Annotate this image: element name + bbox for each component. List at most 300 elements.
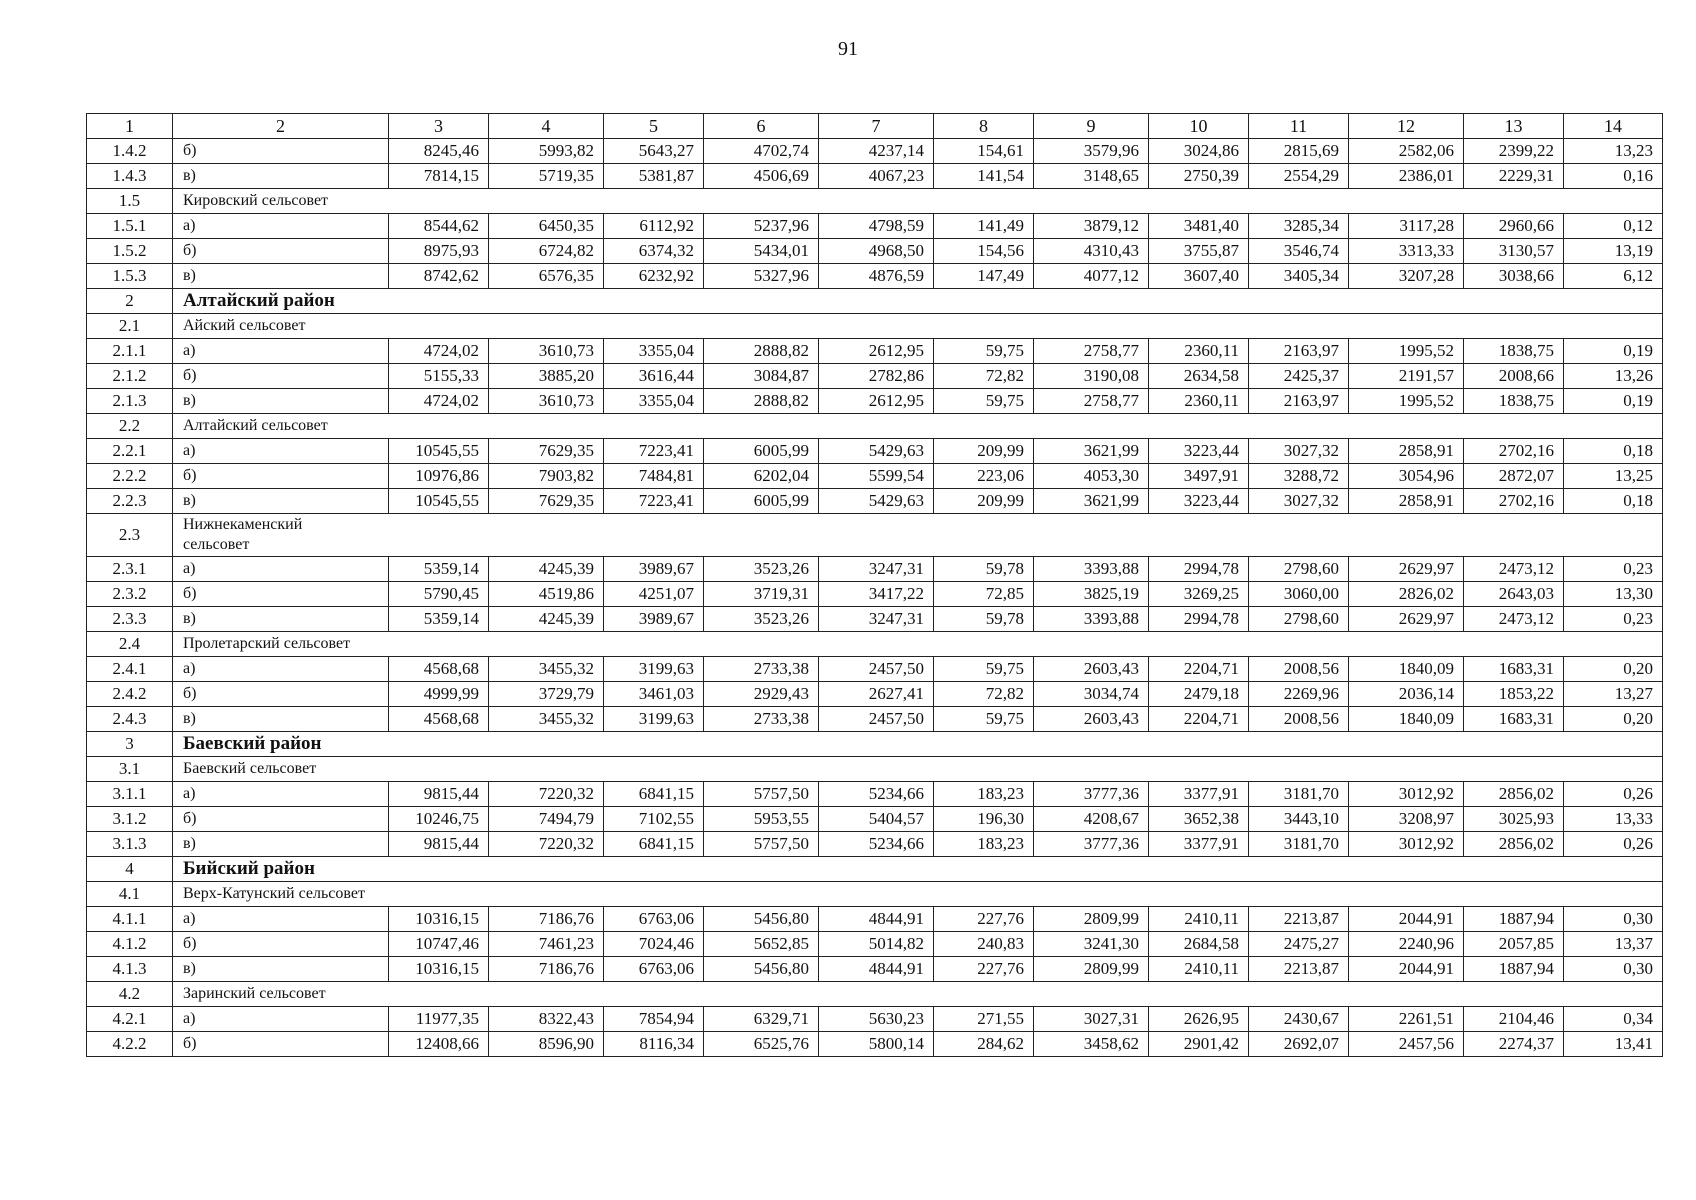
- value-cell: 59,78: [934, 557, 1034, 582]
- data-row: [87, 557, 1663, 582]
- value-cell: 2163,97: [1249, 389, 1349, 414]
- value-cell: 4798,59: [819, 214, 934, 239]
- value-cell: 2473,12: [1464, 557, 1564, 582]
- value-cell: 0,18: [1564, 489, 1663, 514]
- value-cell: 5643,27: [604, 139, 704, 164]
- value-cell: 2798,60: [1249, 607, 1349, 632]
- value-cell: 2627,41: [819, 682, 934, 707]
- value-cell: 59,78: [934, 607, 1034, 632]
- settlement-title: Баевский сельсовет: [173, 757, 1663, 782]
- row-code-cell: 1.5: [87, 189, 173, 214]
- settlement-title: Кировский сельсовет: [173, 189, 1663, 214]
- value-cell: 3130,57: [1464, 239, 1564, 264]
- value-cell: 13,26: [1564, 364, 1663, 389]
- district-row: [87, 857, 1663, 882]
- data-row: [87, 164, 1663, 189]
- section-row: [87, 757, 1663, 782]
- value-cell: 2360,11: [1149, 339, 1249, 364]
- value-cell: 72,85: [934, 582, 1034, 607]
- value-cell: 154,56: [934, 239, 1034, 264]
- row-label-cell: а): [173, 782, 389, 807]
- value-cell: 3054,96: [1349, 464, 1464, 489]
- column-number-cell: 7: [819, 114, 934, 139]
- value-cell: 5429,63: [819, 439, 934, 464]
- value-cell: 2044,91: [1349, 907, 1464, 932]
- value-cell: 6525,76: [704, 1032, 819, 1057]
- value-cell: 2425,37: [1249, 364, 1349, 389]
- value-cell: 3199,63: [604, 657, 704, 682]
- row-code-cell: 3.1: [87, 757, 173, 782]
- value-cell: 2634,58: [1149, 364, 1249, 389]
- value-cell: 7223,41: [604, 439, 704, 464]
- value-cell: 2603,43: [1034, 657, 1149, 682]
- value-cell: 3755,87: [1149, 239, 1249, 264]
- value-cell: 2457,50: [819, 657, 934, 682]
- value-cell: 10545,55: [389, 439, 489, 464]
- row-label-cell: б): [173, 932, 389, 957]
- value-cell: 7186,76: [489, 907, 604, 932]
- value-cell: 5234,66: [819, 782, 934, 807]
- section-row: [87, 514, 1663, 557]
- row-label-cell: а): [173, 339, 389, 364]
- value-cell: 2410,11: [1149, 957, 1249, 982]
- value-cell: 3288,72: [1249, 464, 1349, 489]
- value-cell: 4724,02: [389, 389, 489, 414]
- value-cell: 3616,44: [604, 364, 704, 389]
- value-cell: 7903,82: [489, 464, 604, 489]
- value-cell: 5757,50: [704, 832, 819, 857]
- value-cell: 10316,15: [389, 907, 489, 932]
- row-label-cell: в): [173, 707, 389, 732]
- value-cell: 0,30: [1564, 907, 1663, 932]
- value-cell: 7223,41: [604, 489, 704, 514]
- value-cell: 6112,92: [604, 214, 704, 239]
- row-code-cell: 1.4.3: [87, 164, 173, 189]
- value-cell: 2104,46: [1464, 1007, 1564, 1032]
- value-cell: 72,82: [934, 364, 1034, 389]
- value-cell: 6763,06: [604, 907, 704, 932]
- table-body: [87, 114, 1663, 1057]
- value-cell: 7220,32: [489, 782, 604, 807]
- value-cell: 2213,87: [1249, 957, 1349, 982]
- value-cell: 8596,90: [489, 1032, 604, 1057]
- value-cell: 2399,22: [1464, 139, 1564, 164]
- value-cell: 2008,66: [1464, 364, 1564, 389]
- value-cell: 3777,36: [1034, 782, 1149, 807]
- row-label-cell: в): [173, 389, 389, 414]
- value-cell: 3621,99: [1034, 489, 1149, 514]
- row-label-cell: б): [173, 682, 389, 707]
- value-cell: 2386,01: [1349, 164, 1464, 189]
- value-cell: 3199,63: [604, 707, 704, 732]
- value-cell: 2798,60: [1249, 557, 1349, 582]
- value-cell: 2603,43: [1034, 707, 1149, 732]
- value-cell: 2994,78: [1149, 557, 1249, 582]
- value-cell: 2582,06: [1349, 139, 1464, 164]
- value-cell: 0,23: [1564, 607, 1663, 632]
- column-number-cell: 11: [1249, 114, 1349, 139]
- value-cell: 3355,04: [604, 389, 704, 414]
- value-cell: 2008,56: [1249, 707, 1349, 732]
- value-cell: 3247,31: [819, 607, 934, 632]
- value-cell: 13,33: [1564, 807, 1663, 832]
- value-cell: 2684,58: [1149, 932, 1249, 957]
- row-code-cell: 2.1.2: [87, 364, 173, 389]
- value-cell: 227,76: [934, 957, 1034, 982]
- value-cell: 209,99: [934, 489, 1034, 514]
- data-row: [87, 607, 1663, 632]
- value-cell: 6450,35: [489, 214, 604, 239]
- value-cell: 5456,80: [704, 907, 819, 932]
- value-cell: 2856,02: [1464, 832, 1564, 857]
- value-cell: 5790,45: [389, 582, 489, 607]
- value-cell: 2626,95: [1149, 1007, 1249, 1032]
- value-cell: 6329,71: [704, 1007, 819, 1032]
- value-cell: 3027,32: [1249, 489, 1349, 514]
- value-cell: 0,26: [1564, 832, 1663, 857]
- value-cell: 2473,12: [1464, 607, 1564, 632]
- value-cell: 7024,46: [604, 932, 704, 957]
- value-cell: 1887,94: [1464, 907, 1564, 932]
- data-row: [87, 932, 1663, 957]
- value-cell: 3190,08: [1034, 364, 1149, 389]
- value-cell: 4208,67: [1034, 807, 1149, 832]
- value-cell: 6005,99: [704, 439, 819, 464]
- value-cell: 6232,92: [604, 264, 704, 289]
- value-cell: 3719,31: [704, 582, 819, 607]
- row-code-cell: 2.3: [87, 514, 173, 557]
- value-cell: 3027,31: [1034, 1007, 1149, 1032]
- value-cell: 3497,91: [1149, 464, 1249, 489]
- row-code-cell: 2.1.3: [87, 389, 173, 414]
- value-cell: 2360,11: [1149, 389, 1249, 414]
- section-row: [87, 632, 1663, 657]
- column-number-cell: 8: [934, 114, 1034, 139]
- row-code-cell: 2.4.3: [87, 707, 173, 732]
- value-cell: 3729,79: [489, 682, 604, 707]
- value-cell: 4724,02: [389, 339, 489, 364]
- settlement-title-text: Нижнекаменский сельсовет: [183, 516, 303, 553]
- row-code-cell: 2.1.1: [87, 339, 173, 364]
- value-cell: 2733,38: [704, 657, 819, 682]
- value-cell: 3579,96: [1034, 139, 1149, 164]
- value-cell: 3038,66: [1464, 264, 1564, 289]
- row-label-cell: б): [173, 364, 389, 389]
- value-cell: 8544,62: [389, 214, 489, 239]
- data-row: [87, 214, 1663, 239]
- row-code-cell: 2.3.3: [87, 607, 173, 632]
- column-number-cell: 3: [389, 114, 489, 139]
- data-row: [87, 139, 1663, 164]
- row-label-cell: а): [173, 1007, 389, 1032]
- data-row: [87, 439, 1663, 464]
- settlement-title: Пролетарский сельсовет: [173, 632, 1663, 657]
- value-cell: 6374,32: [604, 239, 704, 264]
- value-cell: 3060,00: [1249, 582, 1349, 607]
- value-cell: 3777,36: [1034, 832, 1149, 857]
- value-cell: 3377,91: [1149, 782, 1249, 807]
- column-number-cell: 2: [173, 114, 389, 139]
- value-cell: 1995,52: [1349, 339, 1464, 364]
- row-label-cell: б): [173, 139, 389, 164]
- row-code-cell: 4.1.1: [87, 907, 173, 932]
- row-label-cell: б): [173, 1032, 389, 1057]
- value-cell: 4844,91: [819, 907, 934, 932]
- value-cell: 4245,39: [489, 557, 604, 582]
- row-label-cell: а): [173, 557, 389, 582]
- value-cell: 0,12: [1564, 214, 1663, 239]
- value-cell: 7629,35: [489, 489, 604, 514]
- column-number-cell: 12: [1349, 114, 1464, 139]
- value-cell: 13,23: [1564, 139, 1663, 164]
- column-number-cell: 14: [1564, 114, 1663, 139]
- row-code-cell: 1.5.1: [87, 214, 173, 239]
- value-cell: 2213,87: [1249, 907, 1349, 932]
- value-cell: 2036,14: [1349, 682, 1464, 707]
- value-cell: 2475,27: [1249, 932, 1349, 957]
- value-cell: 1683,31: [1464, 657, 1564, 682]
- settlement-title: Заринский сельсовет: [173, 982, 1663, 1007]
- row-code-cell: 4.1: [87, 882, 173, 907]
- value-cell: 3546,74: [1249, 239, 1349, 264]
- page-number: 91: [838, 38, 858, 60]
- value-cell: 2410,11: [1149, 907, 1249, 932]
- value-cell: 3417,22: [819, 582, 934, 607]
- value-cell: 4568,68: [389, 657, 489, 682]
- value-cell: 0,19: [1564, 389, 1663, 414]
- value-cell: 7629,35: [489, 439, 604, 464]
- value-cell: 3652,38: [1149, 807, 1249, 832]
- value-cell: 183,23: [934, 832, 1034, 857]
- value-cell: 1887,94: [1464, 957, 1564, 982]
- value-cell: 9815,44: [389, 782, 489, 807]
- data-row: [87, 239, 1663, 264]
- value-cell: 3610,73: [489, 389, 604, 414]
- value-cell: 4245,39: [489, 607, 604, 632]
- value-cell: 3024,86: [1149, 139, 1249, 164]
- value-cell: 2554,29: [1249, 164, 1349, 189]
- value-cell: 7484,81: [604, 464, 704, 489]
- value-cell: 2994,78: [1149, 607, 1249, 632]
- value-cell: 5757,50: [704, 782, 819, 807]
- row-code-cell: 2.2.1: [87, 439, 173, 464]
- value-cell: 2782,86: [819, 364, 934, 389]
- value-cell: 3241,30: [1034, 932, 1149, 957]
- value-cell: 4876,59: [819, 264, 934, 289]
- value-cell: 1838,75: [1464, 339, 1564, 364]
- settlement-title: Алтайский сельсовет: [173, 414, 1663, 439]
- value-cell: 5599,54: [819, 464, 934, 489]
- value-cell: 5359,14: [389, 607, 489, 632]
- row-code-cell: 1.4.2: [87, 139, 173, 164]
- value-cell: 5719,35: [489, 164, 604, 189]
- row-code-cell: 4.1.2: [87, 932, 173, 957]
- value-cell: 5155,33: [389, 364, 489, 389]
- value-cell: 72,82: [934, 682, 1034, 707]
- value-cell: 5014,82: [819, 932, 934, 957]
- row-label-cell: а): [173, 907, 389, 932]
- row-label-cell: б): [173, 582, 389, 607]
- value-cell: 7220,32: [489, 832, 604, 857]
- settlement-title: Айский сельсовет: [173, 314, 1663, 339]
- value-cell: 4067,23: [819, 164, 934, 189]
- value-cell: 2960,66: [1464, 214, 1564, 239]
- row-label-cell: в): [173, 957, 389, 982]
- row-label-cell: б): [173, 464, 389, 489]
- data-row: [87, 582, 1663, 607]
- row-code-cell: 4.2.1: [87, 1007, 173, 1032]
- value-cell: 2758,77: [1034, 339, 1149, 364]
- value-cell: 3084,87: [704, 364, 819, 389]
- value-cell: 4702,74: [704, 139, 819, 164]
- section-row: [87, 982, 1663, 1007]
- value-cell: 3885,20: [489, 364, 604, 389]
- value-cell: 2858,91: [1349, 439, 1464, 464]
- value-cell: 2629,97: [1349, 607, 1464, 632]
- value-cell: 3025,93: [1464, 807, 1564, 832]
- value-cell: 2929,43: [704, 682, 819, 707]
- value-cell: 2702,16: [1464, 489, 1564, 514]
- value-cell: 223,06: [934, 464, 1034, 489]
- value-cell: 5456,80: [704, 957, 819, 982]
- column-number-cell: 4: [489, 114, 604, 139]
- row-code-cell: 3.1.3: [87, 832, 173, 857]
- settlement-title: Верх-Катунский сельсовет: [173, 882, 1663, 907]
- value-cell: 3879,12: [1034, 214, 1149, 239]
- value-cell: 0,34: [1564, 1007, 1663, 1032]
- value-cell: 2240,96: [1349, 932, 1464, 957]
- value-cell: 12408,66: [389, 1032, 489, 1057]
- value-cell: 6763,06: [604, 957, 704, 982]
- row-code-cell: 2.2.3: [87, 489, 173, 514]
- value-cell: 4568,68: [389, 707, 489, 732]
- value-cell: 13,19: [1564, 239, 1663, 264]
- value-cell: 7461,23: [489, 932, 604, 957]
- value-cell: 2809,99: [1034, 957, 1149, 982]
- district-title: Бийский район: [173, 857, 1663, 882]
- value-cell: 3621,99: [1034, 439, 1149, 464]
- value-cell: 5630,23: [819, 1007, 934, 1032]
- data-row: [87, 782, 1663, 807]
- value-cell: 0,18: [1564, 439, 1663, 464]
- value-cell: 3458,62: [1034, 1032, 1149, 1057]
- value-cell: 2733,38: [704, 707, 819, 732]
- value-cell: 1838,75: [1464, 389, 1564, 414]
- value-cell: 3034,74: [1034, 682, 1149, 707]
- value-cell: 5993,82: [489, 139, 604, 164]
- row-label-cell: а): [173, 439, 389, 464]
- district-title: Баевский район: [173, 732, 1663, 757]
- value-cell: 3117,28: [1349, 214, 1464, 239]
- value-cell: 2612,95: [819, 389, 934, 414]
- value-cell: 3405,34: [1249, 264, 1349, 289]
- value-cell: 7814,15: [389, 164, 489, 189]
- value-cell: 0,20: [1564, 707, 1663, 732]
- value-cell: 2479,18: [1149, 682, 1249, 707]
- row-label-cell: в): [173, 164, 389, 189]
- row-code-cell: 2.3.2: [87, 582, 173, 607]
- value-cell: 3247,31: [819, 557, 934, 582]
- data-row: [87, 1032, 1663, 1057]
- value-cell: 7102,55: [604, 807, 704, 832]
- value-cell: 0,26: [1564, 782, 1663, 807]
- value-cell: 3313,33: [1349, 239, 1464, 264]
- value-cell: 2057,85: [1464, 932, 1564, 957]
- row-label-cell: б): [173, 239, 389, 264]
- value-cell: 3393,88: [1034, 607, 1149, 632]
- value-cell: 3523,26: [704, 607, 819, 632]
- value-cell: 2629,97: [1349, 557, 1464, 582]
- value-cell: 6576,35: [489, 264, 604, 289]
- value-cell: 5953,55: [704, 807, 819, 832]
- value-cell: 196,30: [934, 807, 1034, 832]
- value-cell: 6841,15: [604, 782, 704, 807]
- value-cell: 2692,07: [1249, 1032, 1349, 1057]
- value-cell: 3610,73: [489, 339, 604, 364]
- value-cell: 141,54: [934, 164, 1034, 189]
- value-cell: 141,49: [934, 214, 1034, 239]
- value-cell: 0,16: [1564, 164, 1663, 189]
- value-cell: 2750,39: [1149, 164, 1249, 189]
- row-label-cell: в): [173, 489, 389, 514]
- section-row: [87, 882, 1663, 907]
- row-code-cell: 3.1.1: [87, 782, 173, 807]
- row-label-cell: в): [173, 607, 389, 632]
- row-code-cell: 2.1: [87, 314, 173, 339]
- data-row: [87, 707, 1663, 732]
- district-title: Алтайский район: [173, 289, 1663, 314]
- value-cell: 2901,42: [1149, 1032, 1249, 1057]
- value-cell: 6202,04: [704, 464, 819, 489]
- value-cell: 5234,66: [819, 832, 934, 857]
- value-cell: 5800,14: [819, 1032, 934, 1057]
- value-cell: 209,99: [934, 439, 1034, 464]
- value-cell: 10316,15: [389, 957, 489, 982]
- row-code-cell: 2: [87, 289, 173, 314]
- value-cell: 2888,82: [704, 389, 819, 414]
- value-cell: 8322,43: [489, 1007, 604, 1032]
- value-cell: 4844,91: [819, 957, 934, 982]
- row-code-cell: 1.5.3: [87, 264, 173, 289]
- value-cell: 10246,75: [389, 807, 489, 832]
- row-label-cell: в): [173, 264, 389, 289]
- row-label-cell: а): [173, 657, 389, 682]
- value-cell: 7854,94: [604, 1007, 704, 1032]
- row-label-cell: а): [173, 214, 389, 239]
- row-code-cell: 2.2.2: [87, 464, 173, 489]
- value-cell: 2809,99: [1034, 907, 1149, 932]
- value-cell: 2430,67: [1249, 1007, 1349, 1032]
- value-cell: 10747,46: [389, 932, 489, 957]
- data-row: [87, 464, 1663, 489]
- value-cell: 1840,09: [1349, 657, 1464, 682]
- value-cell: 13,37: [1564, 932, 1663, 957]
- data-row: [87, 957, 1663, 982]
- value-cell: 4310,43: [1034, 239, 1149, 264]
- column-number-cell: 9: [1034, 114, 1149, 139]
- value-cell: 5434,01: [704, 239, 819, 264]
- data-row: [87, 489, 1663, 514]
- value-cell: 2163,97: [1249, 339, 1349, 364]
- value-cell: 4251,07: [604, 582, 704, 607]
- value-cell: 3989,67: [604, 607, 704, 632]
- data-row: [87, 1007, 1663, 1032]
- value-cell: 3012,92: [1349, 832, 1464, 857]
- value-cell: 8116,34: [604, 1032, 704, 1057]
- value-cell: 6,12: [1564, 264, 1663, 289]
- value-cell: 5359,14: [389, 557, 489, 582]
- row-label-cell: в): [173, 832, 389, 857]
